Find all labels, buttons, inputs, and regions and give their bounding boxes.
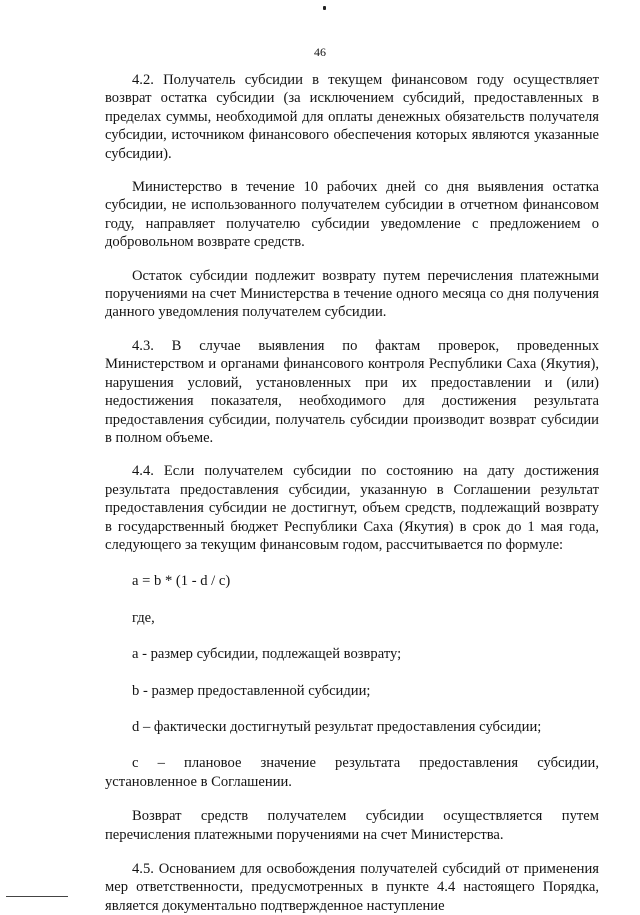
formula: a = b * (1 - d / c) xyxy=(132,573,231,590)
definition-b: b - размер предоставленной субсидии; xyxy=(132,682,371,699)
definition-d: d – фактически достигнутый результат предоставления субсидии; xyxy=(132,718,542,735)
paragraph-4-5: 4.5. Основанием для освобождения получателей субсидий от применения мер ответственности, предусмотренных в пункте 4.4 настоящего Порядка, является документально подтвержденное наступление xyxy=(105,861,599,914)
paragraph-4-4: 4.4. Если получателем субсидии по состоянию на дату достижения результата предоставления субсидии, указанную в Соглашении результат предоставления субсидии не достигнут, объем средств, подлежащий возврату в государственный бюджет Республики Саха (Якутия) в срок до 1 мая года, следующего за текущим финансовым годом, рассчитывается по формуле: xyxy=(105,463,599,553)
scan-mark xyxy=(323,6,326,10)
paragraph-return-transfer: Возврат средств получателем субсидии осуществляется путем перечисления платежными поручениями на счет Министерства. xyxy=(105,808,599,843)
paragraph-ministry-notice: Министерство в течение 10 рабочих дней со дня выявления остатка субсидии, не использованного получателем субсидии в отчетном финансовом году, направляет получателю субсидии уведомление с предложением о добровольном возврате средств. xyxy=(105,179,599,251)
footer-divider xyxy=(6,896,68,897)
page-number: 46 xyxy=(314,45,326,59)
paragraph-4-3: 4.3. В случае выявления по фактам проверок, проведенных Министерством и органами финансового контроля Республики Саха (Якутия), нарушения условий, установленных при их предоставлении и (или) недостижения показателя, необходимого для достижения результата предоставления субсидии, получатель субсидии производит возврат субсидии в полном объеме. xyxy=(105,337,599,446)
paragraph-remainder-return: Остаток субсидии подлежит возврату путем перечисления платежными поручениями на счет Министерства в течение одного месяца со дня получения данного уведомления получателем субсидии. xyxy=(105,267,599,321)
definition-a: a - размер субсидии, подлежащей возврату; xyxy=(132,646,402,663)
definition-c: c – плановое значение результата предоставления субсидии, установленное в Соглашении. xyxy=(105,755,599,790)
paragraph-4-2: 4.2. Получатель субсидии в текущем финансовом году осуществляет возврат остатка субсидии (за исключением субсидий, предоставленных в пределах суммы, необходимой для оплаты денежных обязательств получателя субсидии, источником финансового обеспечения которых являются указанные субсидии). xyxy=(105,72,599,162)
document-body xyxy=(105,71,599,915)
formula-where: где, xyxy=(132,609,155,626)
